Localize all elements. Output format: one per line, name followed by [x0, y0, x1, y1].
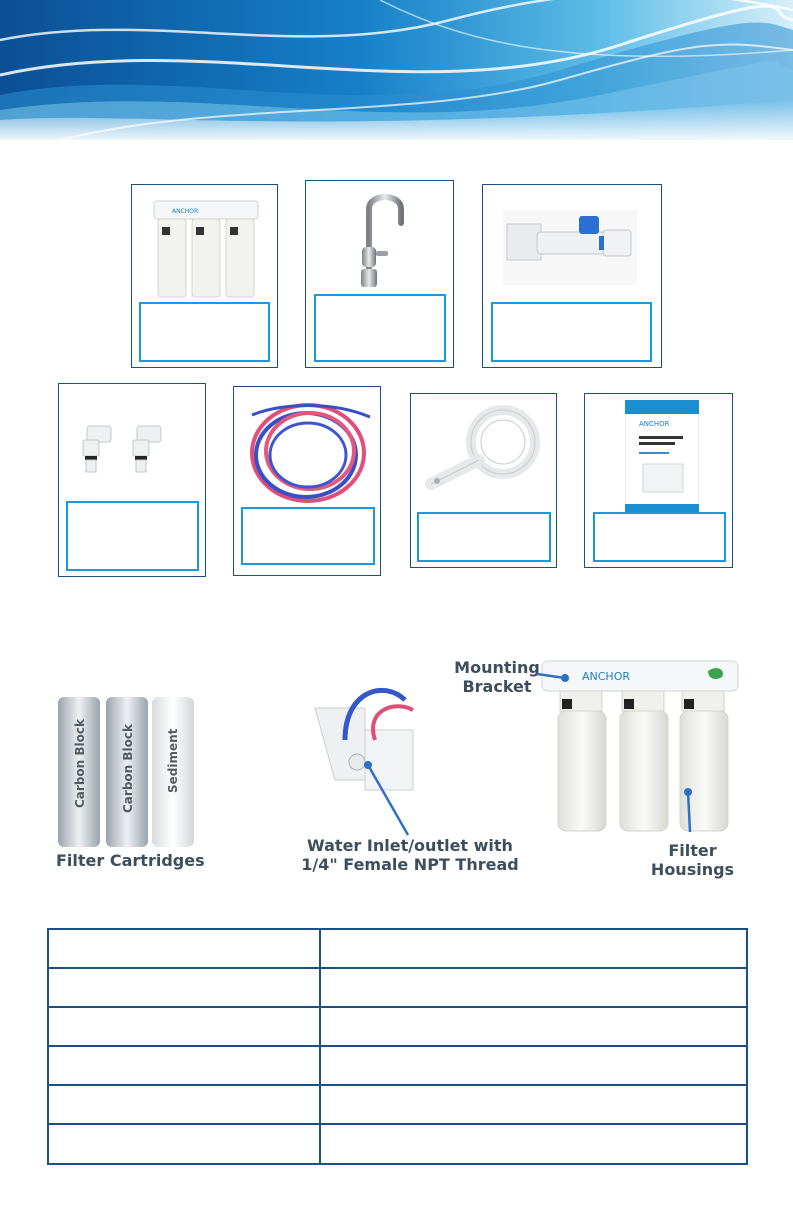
table-cell-value [330, 1085, 740, 1124]
table-cell-key [57, 1085, 312, 1124]
item-label-box [241, 507, 375, 565]
spec-table [47, 928, 748, 1165]
table-row [47, 968, 748, 1007]
filter-system-icon [152, 199, 260, 299]
wrench-icon [423, 404, 547, 494]
housings-pointer-line [680, 786, 700, 834]
cartridge-label-3: Sediment [166, 728, 180, 793]
mounting-pointer-line [535, 670, 575, 686]
item-label-box [491, 302, 652, 362]
filter-cartridges-label: Filter Cartridges [56, 851, 205, 870]
item-label-box [593, 512, 726, 562]
table-row [47, 1085, 748, 1124]
table-row [47, 1124, 748, 1165]
inlet-label-line1: Water Inlet/outlet with [307, 836, 513, 855]
mounting-label-line1: Mounting [454, 658, 540, 677]
item-card-faucet [305, 180, 454, 368]
cartridge-label-1: Carbon Block [73, 719, 87, 808]
table-cell-key [57, 1124, 312, 1165]
table-cell-key [57, 968, 312, 1007]
item-label-box [314, 294, 446, 362]
item-card-tubing [233, 386, 381, 576]
table-cell-value [330, 968, 740, 1007]
item-label-box [139, 302, 270, 362]
item-card-manual [584, 393, 733, 568]
housings-label-line1: Filter [668, 841, 717, 860]
svg-text:ANCHOR: ANCHOR [639, 420, 670, 428]
item-label-box [417, 512, 551, 562]
housings-label-line2: Housings [650, 860, 735, 879]
brand-logo: ANCHOR [582, 670, 631, 683]
faucet-icon [331, 189, 431, 291]
inlet-label-line2: 1/4" Female NPT Thread [301, 855, 519, 874]
inlet-label [300, 836, 520, 874]
table-cell-key [57, 928, 312, 968]
item-card-valve [482, 184, 662, 368]
header-wave-banner [0, 0, 793, 140]
item-card-wrench [410, 393, 557, 568]
inlet-pointer-line [360, 755, 440, 840]
elbow-fittings-icon [79, 422, 179, 474]
mounting-bracket-label [452, 658, 542, 696]
filter-housings-label [645, 841, 740, 879]
table-cell-key [57, 1046, 312, 1085]
table-cell-value [330, 1007, 740, 1046]
table-cell-value [330, 1046, 740, 1085]
table-cell-value [330, 1124, 740, 1165]
valve-icon [503, 210, 637, 285]
table-row [47, 928, 748, 968]
table-row [47, 1046, 748, 1085]
table-cell-value [330, 928, 740, 968]
mounting-label-line2: Bracket [462, 677, 532, 696]
item-label-box [66, 501, 199, 571]
manual-icon [625, 400, 699, 512]
item-card-elbow-fittings [58, 383, 206, 577]
cartridge-label-2: Carbon Block [121, 724, 135, 813]
svg-text:ANCHOR: ANCHOR [172, 208, 199, 215]
item-card-filter-system [131, 184, 278, 368]
filter-cartridges-image [56, 693, 206, 853]
tubing-icon [242, 395, 374, 513]
table-cell-key [57, 1007, 312, 1046]
table-row [47, 1007, 748, 1046]
